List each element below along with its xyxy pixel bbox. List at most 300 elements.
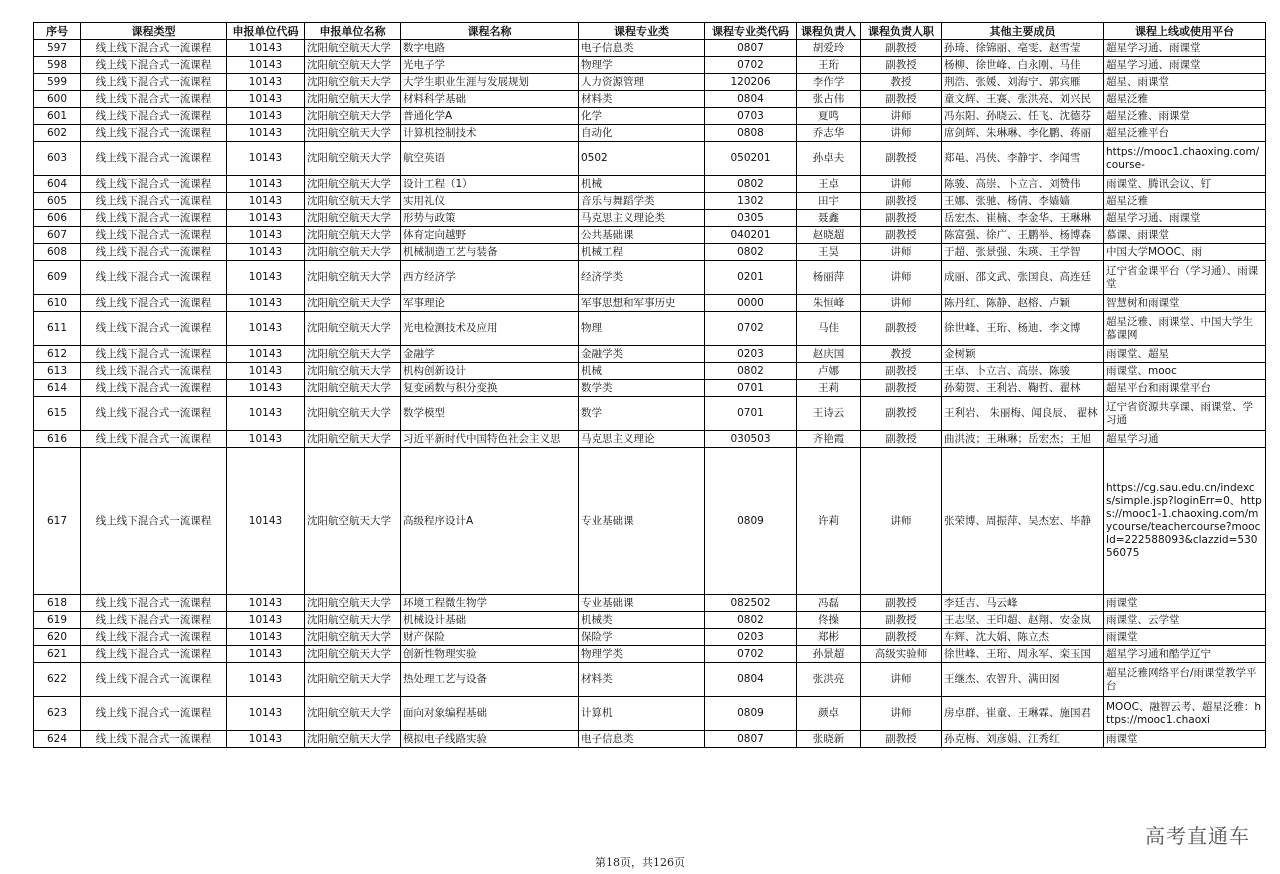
table-cell: 超星泛雅	[1104, 193, 1266, 210]
table-cell: 副教授	[861, 142, 942, 176]
table-cell: 603	[34, 142, 81, 176]
table-cell: 童文辉、王赛、张洪亮、刘兴民	[942, 91, 1104, 108]
table-cell: 雨课堂	[1104, 731, 1266, 748]
table-cell: 物理学	[579, 57, 705, 74]
table-cell: 614	[34, 380, 81, 397]
table-cell: 王珩	[797, 57, 861, 74]
table-cell: 郑黾、冯侠、李静宇、李闻雪	[942, 142, 1104, 176]
table-cell: 10143	[227, 646, 305, 663]
table-cell: 雨课堂	[1104, 595, 1266, 612]
table-cell: 聂鑫	[797, 210, 861, 227]
table-cell: 数字电路	[401, 40, 579, 57]
table-cell: 10143	[227, 612, 305, 629]
table-cell: 孙景超	[797, 646, 861, 663]
table-cell: MOOC、融智云考、超星泛雅：https://mooc1.chaoxi	[1104, 697, 1266, 731]
table-cell: 材料科学基础	[401, 91, 579, 108]
table-row	[34, 261, 1266, 295]
table-cell: 自动化	[579, 125, 705, 142]
table-cell: 军事思想和军事历史	[579, 295, 705, 312]
table-row	[34, 125, 1266, 142]
table-cell: 齐艳霞	[797, 431, 861, 448]
table-row	[34, 244, 1266, 261]
table-cell: 高级程序设计A	[401, 448, 579, 595]
table-cell: 沈阳航空航天大学	[305, 595, 401, 612]
table-cell: 611	[34, 312, 81, 346]
table-cell: 许莉	[797, 448, 861, 595]
table-cell: 10143	[227, 193, 305, 210]
table-cell: 612	[34, 346, 81, 363]
table-cell: 冯磊	[797, 595, 861, 612]
table-cell: 王娜、张驰、杨倩、李嫱嫱	[942, 193, 1104, 210]
table-cell: 线上线下混合式一流课程	[81, 227, 227, 244]
table-cell: 普通化学A	[401, 108, 579, 125]
table-cell: 10143	[227, 125, 305, 142]
table-cell: 10143	[227, 57, 305, 74]
table-cell: 经济学类	[579, 261, 705, 295]
table-cell: 郑彬	[797, 629, 861, 646]
table-cell: 10143	[227, 380, 305, 397]
table-cell: 副教授	[861, 312, 942, 346]
table-cell: 线上线下混合式一流课程	[81, 646, 227, 663]
table-cell: 冯东阳、孙晓云、任飞、沈德芬	[942, 108, 1104, 125]
table-cell: 0802	[705, 244, 797, 261]
table-cell: 0703	[705, 108, 797, 125]
table-cell: 张晓新	[797, 731, 861, 748]
table-cell: 沈阳航空航天大学	[305, 125, 401, 142]
table-cell: 讲师	[861, 244, 942, 261]
table-row	[34, 380, 1266, 397]
table-cell: 副教授	[861, 397, 942, 431]
table-cell: 619	[34, 612, 81, 629]
table-cell: 超星、雨课堂	[1104, 74, 1266, 91]
table-cell: 光电子学	[401, 57, 579, 74]
table-cell: 机械制造工艺与装备	[401, 244, 579, 261]
table-cell: 成丽、邵文武、张国良、高连廷	[942, 261, 1104, 295]
table-cell: 10143	[227, 91, 305, 108]
table-cell: 线上线下混合式一流课程	[81, 380, 227, 397]
table-cell: 沈阳航空航天大学	[305, 448, 401, 595]
column-header: 课程名称	[401, 23, 579, 40]
table-cell: 线上线下混合式一流课程	[81, 108, 227, 125]
table-cell: 10143	[227, 244, 305, 261]
table-cell: 形势与政策	[401, 210, 579, 227]
table-cell: 10143	[227, 40, 305, 57]
table-cell: 化学	[579, 108, 705, 125]
table-cell: 卢娜	[797, 363, 861, 380]
table-cell: 线上线下混合式一流课程	[81, 697, 227, 731]
table-cell: 0502	[579, 142, 705, 176]
table-cell: 沈阳航空航天大学	[305, 57, 401, 74]
table-cell: 副教授	[861, 612, 942, 629]
table-cell: 超星泛雅、雨课堂	[1104, 108, 1266, 125]
table-cell: 辽宁省金课平台（学习通）、雨课堂	[1104, 261, 1266, 295]
table-cell: 孙卓夫	[797, 142, 861, 176]
table-cell: 材料类	[579, 663, 705, 697]
table-cell: 材料类	[579, 91, 705, 108]
table-cell: 0808	[705, 125, 797, 142]
table-cell: 车辉、沈大娟、陈立杰	[942, 629, 1104, 646]
table-cell: 604	[34, 176, 81, 193]
table-cell: 模拟电子线路实验	[401, 731, 579, 748]
table-cell: 沈阳航空航天大学	[305, 295, 401, 312]
table-row	[34, 431, 1266, 448]
table-cell: 607	[34, 227, 81, 244]
table-cell: 高级实验师	[861, 646, 942, 663]
table-cell: 线上线下混合式一流课程	[81, 244, 227, 261]
table-cell: 军事理论	[401, 295, 579, 312]
table-cell: 线上线下混合式一流课程	[81, 595, 227, 612]
table-cell: 0802	[705, 176, 797, 193]
table-cell: 电子信息类	[579, 40, 705, 57]
table-cell: 音乐与舞蹈学类	[579, 193, 705, 210]
table-cell: 615	[34, 397, 81, 431]
table-cell: 0702	[705, 57, 797, 74]
table-cell: 120206	[705, 74, 797, 91]
table-row	[34, 210, 1266, 227]
table-cell: 线上线下混合式一流课程	[81, 91, 227, 108]
table-cell: 0201	[705, 261, 797, 295]
column-header: 课程专业类代码	[705, 23, 797, 40]
table-cell: 沈阳航空航天大学	[305, 663, 401, 697]
table-cell: 沈阳航空航天大学	[305, 629, 401, 646]
table-cell: 线上线下混合式一流课程	[81, 74, 227, 91]
table-cell: 航空英语	[401, 142, 579, 176]
table-cell: 讲师	[861, 663, 942, 697]
table-cell: 621	[34, 646, 81, 663]
table-row	[34, 663, 1266, 697]
table-cell: 线上线下混合式一流课程	[81, 363, 227, 380]
table-cell: 机构创新设计	[401, 363, 579, 380]
table-cell: 10143	[227, 431, 305, 448]
table-cell: 624	[34, 731, 81, 748]
table-row	[34, 448, 1266, 595]
column-header: 申报单位代码	[227, 23, 305, 40]
table-cell: 公共基础课	[579, 227, 705, 244]
table-cell: 605	[34, 193, 81, 210]
table-cell: 沈阳航空航天大学	[305, 731, 401, 748]
table-cell: 计算机	[579, 697, 705, 731]
table-cell: 0701	[705, 397, 797, 431]
table-cell: 10143	[227, 629, 305, 646]
table-row	[34, 629, 1266, 646]
table-cell: 606	[34, 210, 81, 227]
table-cell: 西方经济学	[401, 261, 579, 295]
course-table	[33, 22, 1266, 748]
table-cell: 专业基础课	[579, 448, 705, 595]
table-cell: 沈阳航空航天大学	[305, 40, 401, 57]
table-cell: 金融学类	[579, 346, 705, 363]
table-cell: 席剑辉、朱琳琳、李化鹏、蒋丽	[942, 125, 1104, 142]
table-cell: 0702	[705, 646, 797, 663]
table-cell: 10143	[227, 176, 305, 193]
table-cell: https://cg.sau.edu.cn/indexcs/simple.jsp?loginErr=0、https://mooc1-1.chaoxing.com/mycourse/teachercourse?moocId=222588093&clazzid=53056075	[1104, 448, 1266, 595]
table-cell: 10143	[227, 363, 305, 380]
table-cell: 0807	[705, 40, 797, 57]
table-cell: 光电检测技术及应用	[401, 312, 579, 346]
table-cell: 雨课堂、腾讯会议、钉	[1104, 176, 1266, 193]
table-cell: 0203	[705, 629, 797, 646]
table-cell: 孙琦、徐锦丽、亳雯、赵雪莹	[942, 40, 1104, 57]
table-cell: 副教授	[861, 629, 942, 646]
table-cell: 线上线下混合式一流课程	[81, 40, 227, 57]
table-cell: 线上线下混合式一流课程	[81, 397, 227, 431]
table-cell: 0809	[705, 697, 797, 731]
table-row	[34, 295, 1266, 312]
table-cell: 线上线下混合式一流课程	[81, 193, 227, 210]
table-cell: 10143	[227, 108, 305, 125]
table-cell: 622	[34, 663, 81, 697]
table-cell: 10143	[227, 731, 305, 748]
table-cell: 597	[34, 40, 81, 57]
table-cell: 030503	[705, 431, 797, 448]
table-cell: 沈阳航空航天大学	[305, 193, 401, 210]
table-cell: 马克思主义理论类	[579, 210, 705, 227]
table-cell: 机械	[579, 176, 705, 193]
table-row	[34, 346, 1266, 363]
table-cell: 体育定向越野	[401, 227, 579, 244]
page-footer: 第18页，共126页	[595, 856, 685, 869]
table-cell: 数学	[579, 397, 705, 431]
table-row	[34, 91, 1266, 108]
table-row	[34, 731, 1266, 748]
table-cell: 沈阳航空航天大学	[305, 646, 401, 663]
table-row	[34, 142, 1266, 176]
table-cell: 数学模型	[401, 397, 579, 431]
table-cell: 讲师	[861, 295, 942, 312]
table-cell: 沈阳航空航天大学	[305, 261, 401, 295]
table-cell: 沈阳航空航天大学	[305, 244, 401, 261]
table-cell: 623	[34, 697, 81, 731]
table-cell: 赵庆国	[797, 346, 861, 363]
table-cell: 副教授	[861, 193, 942, 210]
table-cell: 数学类	[579, 380, 705, 397]
table-cell: 616	[34, 431, 81, 448]
table-cell: 050201	[705, 142, 797, 176]
table-cell: 超星学习通和酷学辽宁	[1104, 646, 1266, 663]
table-cell: 杨丽萍	[797, 261, 861, 295]
table-cell: 张占伟	[797, 91, 861, 108]
table-cell: 0702	[705, 312, 797, 346]
table-cell: 朱恒峰	[797, 295, 861, 312]
table-cell: 副教授	[861, 57, 942, 74]
table-row	[34, 176, 1266, 193]
table-row	[34, 612, 1266, 629]
table-cell: 620	[34, 629, 81, 646]
table-cell: 沈阳航空航天大学	[305, 210, 401, 227]
column-header: 序号	[34, 23, 81, 40]
table-cell: 讲师	[861, 125, 942, 142]
table-cell: https://mooc1.chaoxing.com/course-	[1104, 142, 1266, 176]
table-cell: 超星泛雅平台	[1104, 125, 1266, 142]
table-cell: 马佳	[797, 312, 861, 346]
table-cell: 线上线下混合式一流课程	[81, 629, 227, 646]
table-cell: 李作学	[797, 74, 861, 91]
table-cell: 孙克梅、刘彦娟、江秀红	[942, 731, 1104, 748]
table-cell: 线上线下混合式一流课程	[81, 663, 227, 697]
table-cell: 张荣博、周振萍、吴杰宏、毕静	[942, 448, 1104, 595]
table-cell: 计算机控制技术	[401, 125, 579, 142]
table-cell: 超星泛雅、雨课堂、中国大学生慕课网	[1104, 312, 1266, 346]
table-cell: 0203	[705, 346, 797, 363]
table-cell: 线上线下混合式一流课程	[81, 448, 227, 595]
table-cell: 王志坚、王印超、赵翔、安金岚	[942, 612, 1104, 629]
table-cell: 乔志华	[797, 125, 861, 142]
table-cell: 0305	[705, 210, 797, 227]
table-cell: 人力资源管理	[579, 74, 705, 91]
table-cell: 创新性物理实验	[401, 646, 579, 663]
table-row	[34, 74, 1266, 91]
table-cell: 613	[34, 363, 81, 380]
table-cell: 徐世峰、王珩、杨迪、李文博	[942, 312, 1104, 346]
table-cell: 物理学类	[579, 646, 705, 663]
table-cell: 线上线下混合式一流课程	[81, 176, 227, 193]
table-row	[34, 646, 1266, 663]
table-cell: 于超、张景强、朱瑛、王学智	[942, 244, 1104, 261]
column-header: 其他主要成员	[942, 23, 1104, 40]
table-row	[34, 363, 1266, 380]
table-cell: 佟操	[797, 612, 861, 629]
table-cell: 副教授	[861, 380, 942, 397]
header-row	[34, 23, 1266, 40]
table-cell: 沈阳航空航天大学	[305, 431, 401, 448]
table-cell: 598	[34, 57, 81, 74]
table-cell: 讲师	[861, 108, 942, 125]
table-cell: 超星泛雅	[1104, 91, 1266, 108]
table-row	[34, 108, 1266, 125]
table-cell: 机械类	[579, 612, 705, 629]
table-cell: 609	[34, 261, 81, 295]
table-cell: 0809	[705, 448, 797, 595]
table-cell: 超星学习通、雨课堂	[1104, 210, 1266, 227]
table-row	[34, 227, 1266, 244]
table-cell: 讲师	[861, 448, 942, 595]
table-cell: 沈阳航空航天大学	[305, 142, 401, 176]
table-cell: 10143	[227, 142, 305, 176]
table-cell: 实用礼仪	[401, 193, 579, 210]
table-cell: 线上线下混合式一流课程	[81, 125, 227, 142]
table-cell: 荆浩、张媛、刘海宁、郭宾雁	[942, 74, 1104, 91]
table-cell: 面向对象编程基础	[401, 697, 579, 731]
column-header: 课程类型	[81, 23, 227, 40]
table-cell: 沈阳航空航天大学	[305, 612, 401, 629]
table-cell: 线上线下混合式一流课程	[81, 612, 227, 629]
table-cell: 复变函数与积分变换	[401, 380, 579, 397]
table-cell: 599	[34, 74, 81, 91]
table-cell: 线上线下混合式一流课程	[81, 57, 227, 74]
table-cell: 讲师	[861, 261, 942, 295]
table-cell: 中国大学MOOC、雨	[1104, 244, 1266, 261]
table-cell: 超星学习通、雨课堂	[1104, 57, 1266, 74]
table-cell: 李廷吉、马云峰	[942, 595, 1104, 612]
table-cell: 岳宏杰、崔楠、李金华、王琳琳	[942, 210, 1104, 227]
table-cell: 慕课、雨课堂	[1104, 227, 1266, 244]
table-cell: 金树颖	[942, 346, 1104, 363]
table-cell: 夏鸣	[797, 108, 861, 125]
table-cell: 617	[34, 448, 81, 595]
table-cell: 雨课堂、云学堂	[1104, 612, 1266, 629]
table-cell: 财产保险	[401, 629, 579, 646]
table-cell: 陈骏、高崇、卜立言、刘赞伟	[942, 176, 1104, 193]
table-cell: 10143	[227, 227, 305, 244]
table-cell: 608	[34, 244, 81, 261]
table-row	[34, 193, 1266, 210]
table-cell: 张洪亮	[797, 663, 861, 697]
table-cell: 习近平新时代中国特色社会主义思	[401, 431, 579, 448]
table-cell: 602	[34, 125, 81, 142]
table-cell: 辽宁省资源共享课、雨课堂、学习通	[1104, 397, 1266, 431]
table-cell: 田宇	[797, 193, 861, 210]
column-header: 申报单位名称	[305, 23, 401, 40]
table-row	[34, 312, 1266, 346]
table-cell: 0804	[705, 663, 797, 697]
table-cell: 金融学	[401, 346, 579, 363]
table-cell: 王昊	[797, 244, 861, 261]
table-cell: 040201	[705, 227, 797, 244]
table-cell: 超星学习通	[1104, 431, 1266, 448]
table-cell: 600	[34, 91, 81, 108]
table-cell: 物理	[579, 312, 705, 346]
table-cell: 10143	[227, 261, 305, 295]
table-cell: 线上线下混合式一流课程	[81, 295, 227, 312]
table-cell: 雨课堂、超星	[1104, 346, 1266, 363]
table-cell: 10143	[227, 448, 305, 595]
table-row	[34, 697, 1266, 731]
table-cell: 王卓、卜立言、高崇、陈骏	[942, 363, 1104, 380]
table-cell: 教授	[861, 346, 942, 363]
table-cell: 徐世峰、王珩、周永军、栾玉国	[942, 646, 1104, 663]
table-cell: 专业基础课	[579, 595, 705, 612]
table-cell: 雨课堂	[1104, 629, 1266, 646]
table-cell: 陈丹红、陈静、赵榕、卢颖	[942, 295, 1104, 312]
table-cell: 610	[34, 295, 81, 312]
table-cell: 副教授	[861, 731, 942, 748]
table-cell: 沈阳航空航天大学	[305, 176, 401, 193]
table-cell: 10143	[227, 74, 305, 91]
table-cell: 机械工程	[579, 244, 705, 261]
table-cell: 0802	[705, 612, 797, 629]
table-cell: 雨课堂、mooc	[1104, 363, 1266, 380]
table-cell: 10143	[227, 397, 305, 431]
table-cell: 环境工程微生物学	[401, 595, 579, 612]
table-cell: 0807	[705, 731, 797, 748]
table-cell: 王诗云	[797, 397, 861, 431]
table-cell: 赵晓超	[797, 227, 861, 244]
table-cell: 胡爱玲	[797, 40, 861, 57]
table-cell: 线上线下混合式一流课程	[81, 210, 227, 227]
column-header: 课程负责人	[797, 23, 861, 40]
table-cell: 沈阳航空航天大学	[305, 312, 401, 346]
column-header: 课程专业类	[579, 23, 705, 40]
table-cell: 王莉	[797, 380, 861, 397]
table-cell: 讲师	[861, 697, 942, 731]
table-cell: 孙菊贺、王利岩、鞠哲、翟林	[942, 380, 1104, 397]
table-cell: 沈阳航空航天大学	[305, 380, 401, 397]
table-cell: 智慧树和雨课堂	[1104, 295, 1266, 312]
table-cell: 10143	[227, 697, 305, 731]
table-cell: 线上线下混合式一流课程	[81, 431, 227, 448]
table-cell: 杨柳、徐世峰、白永刚、马佳	[942, 57, 1104, 74]
table-cell: 线上线下混合式一流课程	[81, 142, 227, 176]
table-cell: 线上线下混合式一流课程	[81, 731, 227, 748]
table-row	[34, 595, 1266, 612]
column-header: 课程上线或使用平台	[1104, 23, 1266, 40]
table-cell: 副教授	[861, 210, 942, 227]
table-cell: 副教授	[861, 227, 942, 244]
table-cell: 0804	[705, 91, 797, 108]
table-cell: 教授	[861, 74, 942, 91]
table-cell: 线上线下混合式一流课程	[81, 261, 227, 295]
table-cell: 10143	[227, 312, 305, 346]
